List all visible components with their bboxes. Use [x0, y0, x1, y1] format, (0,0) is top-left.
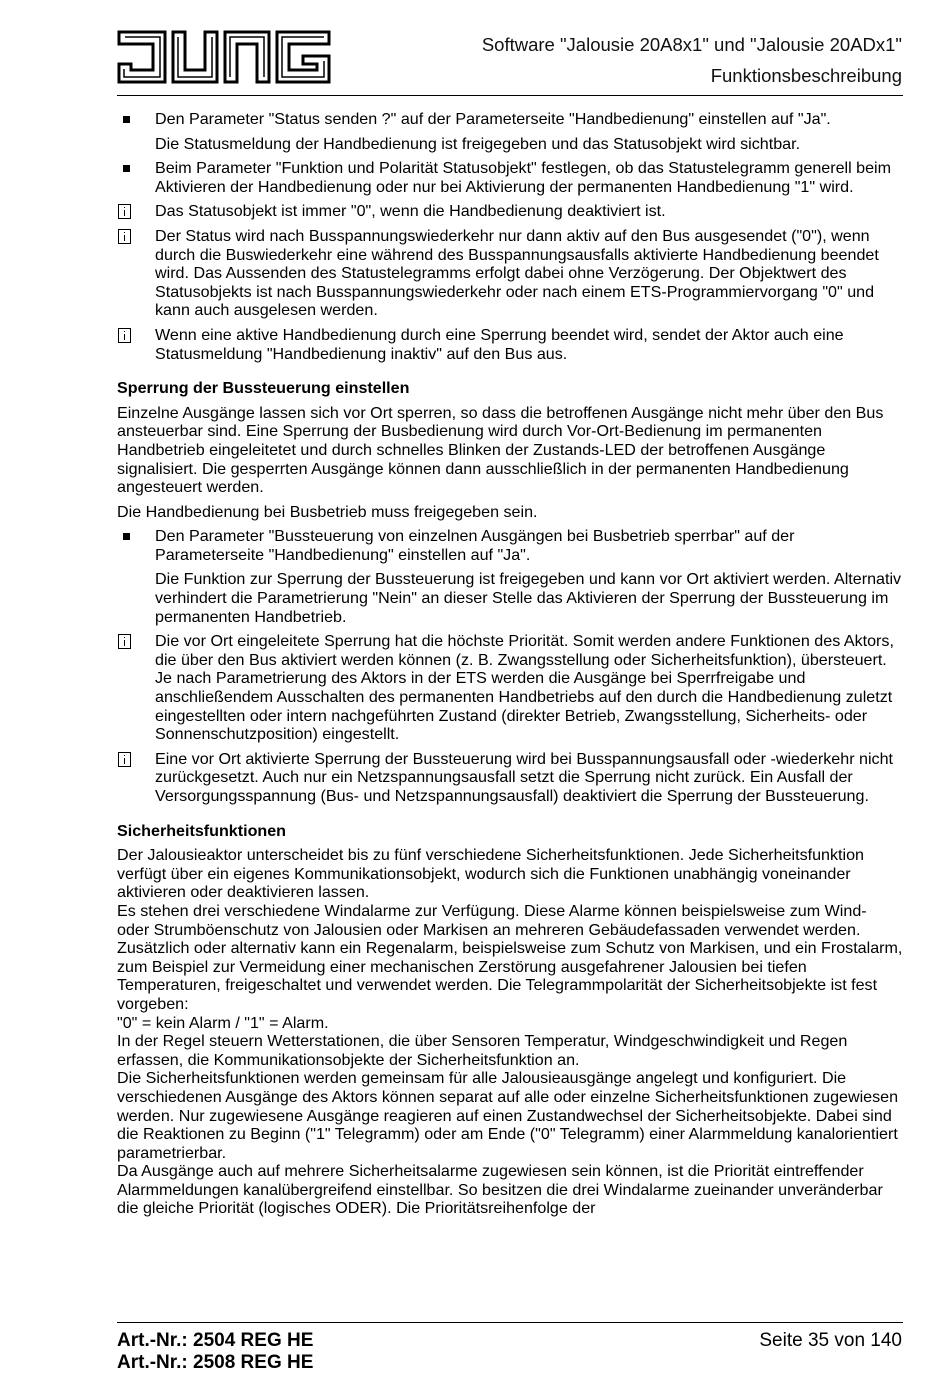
section-heading: Sperrung der Bussteuerung einstellen: [117, 379, 410, 398]
paragraph: "0" = kein Alarm / "1" = Alarm.: [117, 1013, 329, 1032]
list-item: Beim Parameter "Funktion und Polarität Statusobjekt" festlegen, ob das Statustelegramm generell beim Aktivieren der Handbedienung oder nur bei Aktivierung der permanenten Handbedienung "1" wird.: [117, 159, 903, 196]
bullet-icon: [123, 116, 130, 123]
info-icon: [118, 328, 131, 343]
paragraph: Es stehen drei verschiedene Windalarme zur Verfügung. Diese Alarme können beispielsweise zum Wind- oder Strumböenschutz von Jalousien oder Markisen an mehreren Gebäudefassaden verwendet werden. Zusätzlich oder alternativ kann ein Regenalarm, beispielsweise zum Schutz von Markisen, und ein Frostalarm, zum Beispiel zur Vermeidung einer mechanischen Zerstörung ausgefahrener Jalousien bei tiefen Temperaturen, freigeschaltet und verwendet werden. Die Telegrammpolarität der Sicherheitsobjekte ist fest vorgeben:: [117, 901, 903, 1013]
page-content: [117, 110, 903, 1218]
paragraph: Da Ausgänge auch auf mehrere Sicherheitsalarme zugewiesen sein können, ist die Priorität eintreffender Alarmmeldungen kanalübergreifend einstellbar. So besitzen die drei Windalarme zueinander unveränderbar die gleiche Priorität (logisches ODER). Die Prioritätsreihenfolge der: [117, 1162, 883, 1218]
info-icon: [118, 229, 131, 244]
info-note: Wenn eine aktive Handbedienung durch eine Sperrung beendet wird, sendet der Aktor auch eine Statusmeldung "Handbedienung inaktiv" auf den Bus aus.: [117, 326, 903, 363]
section-heading: Sicherheitsfunktionen: [117, 821, 287, 840]
page-number: Seite 35 von 140: [759, 1330, 902, 1351]
article-number: Art.-Nr.: 2504 REG HE: [117, 1330, 314, 1351]
info-icon: [118, 204, 131, 219]
list-item: Den Parameter "Bussteuerung von einzelnen Ausgängen bei Busbetrieb sperrbar" auf der Parameterseite "Handbedienung" einstellen auf "Ja".: [117, 527, 903, 564]
header-rule: [117, 95, 903, 96]
info-note: Eine vor Ort aktivierte Sperrung der Bussteuerung wird bei Busspannungsausfall oder -wiederkehr nicht zurückgesetzt. Auch nur ein Netzspannungsausfall setzt die Sperrung nicht zurück. Ein Ausfall der Versorgungsspannung (Bus- und Netzspannungsausfall) deaktiviert die Sperrung der Bussteuerung.: [117, 750, 903, 806]
info-note: Das Statusobjekt ist immer "0", wenn die Handbedienung deaktiviert ist.: [117, 202, 903, 221]
jung-logo: [117, 30, 331, 84]
footer-rule: [117, 1322, 903, 1323]
info-note: Die vor Ort eingeleitete Sperrung hat die höchste Priorität. Somit werden andere Funktionen des Aktors, die über den Bus aktiviert werden können (z. B. Zwangsstellung oder Sicherheitsfunktion), übersteuert. Je nach Parametrierung des Aktors in der ETS werden die Ausgänge bei Sperrfreigabe und anschließendem Ausschalten des permanenten Handbetriebs auf den durch die Handbedienung zuletzt eingestellten oder intern nachgeführten Zustand (direkter Betrieb, Zwangsstellung, Sicherheits- oder Sonnenschutzposition) eingestellt.: [117, 632, 903, 744]
paragraph: In der Regel steuern Wetterstationen, die über Sensoren Temperatur, Windgeschwindigkeit und Regen erfassen, die Kommunikationsobjekte der Sicherheitsfunktion an.: [117, 1032, 848, 1069]
info-note: Der Status wird nach Busspannungswiederkehr nur dann aktiv auf den Bus ausgesendet ("0"), wenn durch die Buswiederkehr eine während des Busspannungsausfalls aktivierte Handbedienung beendet wird. Das Aussenden des Statustelegramms erfolgt dabei ohne Verzögerung. Der Objektwert des Statusobjekts ist nach Busspannungswiederkehr oder nach einem ETS-Programmiervorgang "0" und kann auch ausgelesen werden.: [117, 227, 903, 320]
bullet-icon: [123, 533, 130, 540]
document-title: Software "Jalousie 20A8x1" und "Jalousie 20ADx1": [481, 34, 902, 55]
bullet-icon: [123, 165, 130, 172]
paragraph: Einzelne Ausgänge lassen sich vor Ort sperren, so dass die betroffenen Ausgänge nicht mehr über den Bus ansteuerbar sind. Eine Sperrung der Busbedienung wird durch Vor-Ort-Bedienung im permanenten Handbetrieb eingeleitetet und durch schnelles Blinken der Zustands-LED der betroffenen Ausgänge signalisiert. Die gesperrten Ausgänge können dann ausschließlich in der permanenten Handbedienung angesteuert werden.: [117, 403, 884, 497]
paragraph: Die Sicherheitsfunktionen werden gemeinsam für alle Jalousieausgänge angelegt und konfiguriert. Die verschiedenen Ausgänge des Aktors können separat auf alle oder einzelne Sicherheitsfunktionen zugewiesen werden. Nur zugewiesene Ausgänge reagieren auf einen Zustandwechsel der Sicherheitsobjekte. Dabei sind die Reaktionen zu Beginn ("1" Telegramm) oder am Ende ("0" Telegramm) einer Alarmmeldung kanalorientiert parametrierbar.: [117, 1069, 899, 1162]
list-item-note: Die Funktion zur Sperrung der Bussteuerung ist freigegeben und kann vor Ort aktiviert werden. Alternativ verhindert die Parametrierung "Nein" an dieser Stelle das Aktivieren der Sperrung der Bussteuerung im permanenten Handbetrieb.: [155, 570, 902, 626]
list-item-note: Die Statusmeldung der Handbedienung ist freigegeben und das Statusobjekt wird sichtbar.: [155, 134, 801, 153]
info-icon: [118, 634, 131, 649]
paragraph: Die Handbedienung bei Busbetrieb muss freigegeben sein.: [117, 502, 538, 521]
article-number: Art.-Nr.: 2508 REG HE: [117, 1352, 314, 1373]
paragraph: Der Jalousieaktor unterscheidet bis zu fünf verschiedene Sicherheitsfunktionen. Jede Sicherheitsfunktion verfügt über ein eigenes Kommunikationsobjekt, wodurch sich die Funktionen unabhängig voneinander aktivieren oder deaktivieren lassen.: [117, 846, 864, 902]
document-subtitle: Funktionsbeschreibung: [710, 65, 902, 86]
list-item: Den Parameter "Status senden ?" auf der Parameterseite "Handbedienung" einstellen auf "Ja".: [117, 110, 903, 129]
info-icon: [118, 752, 131, 767]
